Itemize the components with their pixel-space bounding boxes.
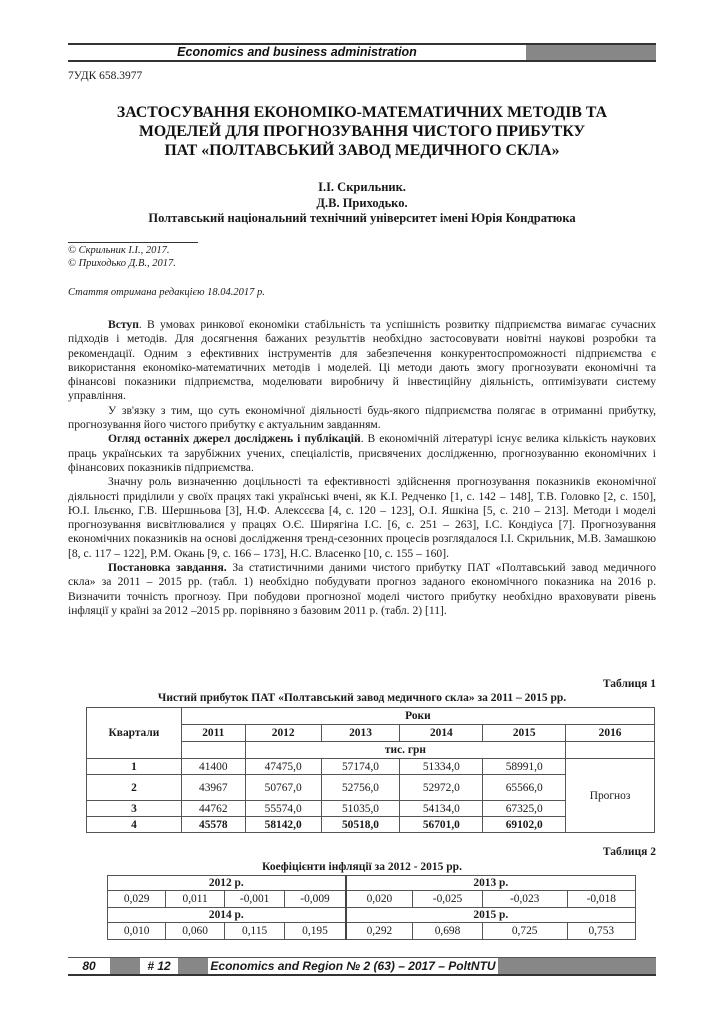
net-profit-table	[86, 707, 655, 833]
paragraph: У зв'язку з тим, що суть економічної діяльності будь-якого підприємства полягає в отриманні прибутку, прогнозування його чистого прибутку є актуальним завданням.	[68, 403, 656, 432]
table-row: 4 45578 58142,0 50518,0 56701,0 69102,0	[87, 817, 655, 833]
title-line: ПАТ «ПОЛТАВСЬКИЙ ЗАВОД МЕДИЧНОГО СКЛА»	[164, 142, 560, 159]
year-header: 2011	[181, 725, 245, 742]
year-header: 2013	[321, 725, 400, 742]
year-header: 2012	[245, 725, 321, 742]
received-date: Стаття отримана редакцією 18.04.2017 р.	[68, 287, 265, 298]
year-header: 2012 р.	[108, 876, 346, 891]
title-line: МОДЕЛЕЙ ДЛЯ ПРОГНОЗУВАННЯ ЧИСТОГО ПРИБУТКУ	[138, 123, 586, 140]
paragraph-problem: Постановка завдання. За статистичними даними чистого прибутку ПАТ «Полтавський завод медичного скла» за 2011 – 2015 рр. (табл. 1) необхідно побудувати прогноз заданого економічного показника на 2016 р. Визначити точність прогнозу. При побудови прогнозної моделі чистого прибутку необхідно враховувати рівень інфляції у країні за 2012 –2015 рр. порівняно з базовим 2011 р. (табл. 2) [11].	[68, 561, 656, 617]
page-number: 80	[82, 959, 96, 973]
paragraph: Значну роль визначенню доцільності та ефективності здійснення прогнозування показників економічної діяльності приділили у своїх працях такі українські вчені, як К.І. Редченко [1, с. 142 – 148], Т.В. Головко [2, с. 150], Ю.І. Ільєнко, Г.В. Шершньова [3], Н.Ф. Алексєєва [4, с. 120 – 123], О.І. Яшкіна [5, с. 210 – 213]. Методи і моделі прогнозування висвітлювалися у працях О.Є. Ширягіна І.С. [6, с. 251 – 263], І.С. Кондіуса [7]. Прогнозування економічних показників на основі дослідження тренд-сезонних процесів розглядалося І.І. Скрильник, М.В. Замашкою [8, с. 117 – 122], Р.М. Окань [9, с. 166 – 173], Н.С. Власенко [10, с. 155 – 160].	[68, 475, 656, 560]
copyright-rule	[68, 242, 198, 243]
table-row: 1 41400 47475,0 57174,0 51334,0 58991,0 Прогноз	[87, 759, 655, 775]
title-line: ЗАСТОСУВАННЯ ЕКОНОМІКО-МАТЕМАТИЧНИХ МЕТОДІВ ТА	[116, 104, 608, 121]
year-header: 2014 р.	[108, 908, 346, 923]
header-accent-bar	[526, 45, 656, 60]
table-row: 0,029 0,011 -0,001 -0,009 0,020 -0,025 -0,023 -0,018	[108, 891, 636, 908]
author-name: І.І. Скрильник.	[318, 180, 406, 194]
copyright-line: © Приходько Д.В., 2017.	[68, 258, 176, 269]
year-header: 2013 р.	[346, 876, 636, 891]
empty-cell	[181, 742, 245, 759]
table2-caption: Коефіцієнти інфляції за 2012 - 2015 рр.	[262, 861, 462, 873]
running-footer	[68, 957, 656, 976]
table2-label: Таблиця 2	[602, 846, 656, 858]
journal-name: Economics and Region № 2 (63) – 2017 – PoltNTU	[210, 959, 496, 973]
empty-cell	[566, 742, 655, 759]
section-title: Economics and business administration	[177, 45, 417, 59]
year-header: 2015	[483, 725, 566, 742]
forecast-cell: Прогноз	[566, 759, 655, 833]
table-row: 3 44762 55574,0 51035,0 54134,0 67325,0	[87, 801, 655, 817]
section-heading: Огляд останніх джерел досліджень і публікацій	[108, 432, 361, 446]
table-row: 0,010 0,060 0,115 0,195 0,292 0,698 0,725 0,753	[108, 923, 636, 940]
years-group-header: Роки	[181, 708, 654, 725]
footer-accent-bar	[498, 958, 656, 974]
affiliation: Полтавський національний технічний університет імені Юрія Кондратюка	[148, 211, 576, 225]
footer-accent-block	[178, 958, 208, 974]
year-header: 2014	[400, 725, 483, 742]
quarters-header: Квартали	[87, 708, 182, 759]
table1-caption: Чистий прибуток ПАТ «Полтавський завод медичного скла» за 2011 – 2015 рр.	[157, 692, 567, 704]
table-row: 2 43967 50767,0 52756,0 52972,0 65566,0	[87, 775, 655, 801]
copyright-line: © Скрильник І.І., 2017.	[68, 245, 170, 256]
year-header: 2015 р.	[346, 908, 636, 923]
author-name: Д.В. Приходько.	[316, 195, 408, 210]
table1-label: Таблиця 1	[602, 678, 656, 690]
udk-code: 7УДК 658.3977	[68, 70, 143, 82]
article-body	[68, 318, 656, 618]
unit-header: тис. грн	[245, 742, 565, 759]
paragraph-introduction: Вступ. В умовах ринкової економіки стабільність та успішність розвитку підприємства вимагає сучасних підходів і методів. Для досягнення бажаних результтів необхідно застосовувати новітні наукові розробки та рекомендації. Одним з ефективних інструментів для забезпечення конкурентоспроможності підприємства є використання економіко-математичних методів і моделей. Ці методи дають змогу прогнозувати економічні та фінансові показники підприємства, моделювати виробничу й інвестиційну діяльність, оптимізувати систему управління.	[68, 318, 656, 403]
paragraph-review: Огляд останніх джерел досліджень і публікацій. В економічній літературі існує велика кількість наукових праць українських та зарубіжних учених, спеціалістів, присвячених дослідженню, прогнозуванню економічних і фінансових показників підприємства.	[68, 432, 656, 474]
section-heading: Вступ	[108, 318, 139, 331]
year-header: 2016	[566, 725, 655, 742]
article-title	[68, 103, 656, 160]
author-block	[68, 180, 656, 227]
issue-number: # 12	[147, 959, 171, 973]
section-heading: Постановка завдання.	[108, 561, 227, 575]
running-header	[68, 43, 656, 62]
inflation-table	[107, 875, 636, 940]
footer-accent-block	[110, 958, 140, 974]
copyright-block	[68, 244, 176, 270]
